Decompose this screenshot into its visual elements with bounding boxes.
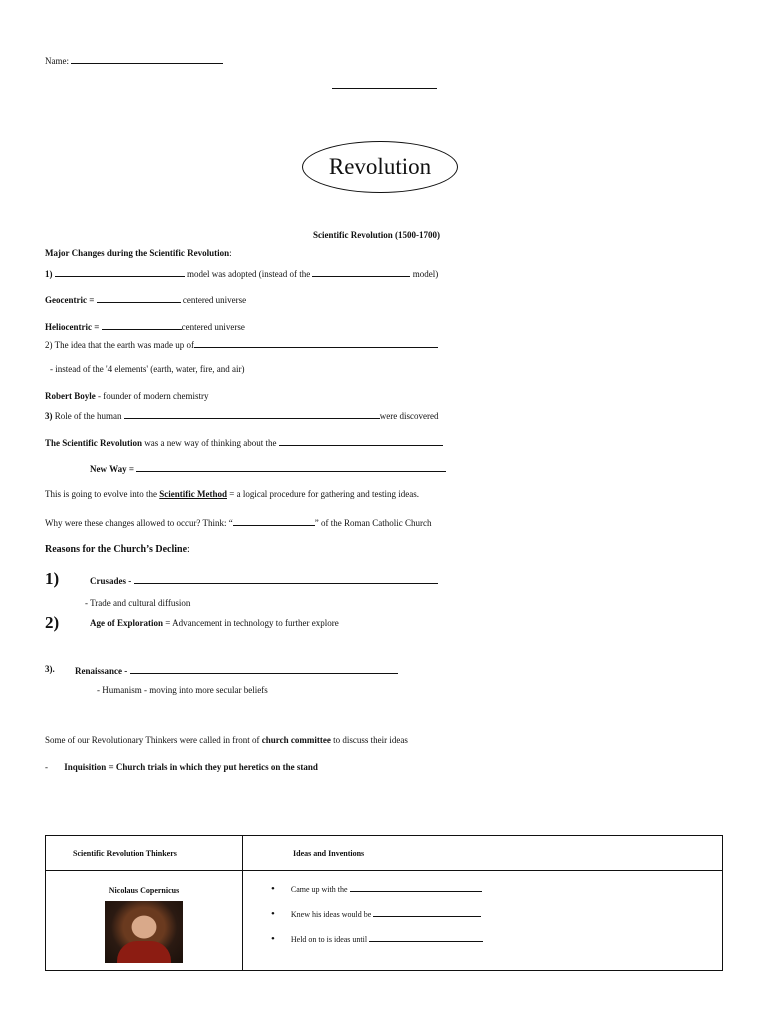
newway-blank[interactable] [136,462,446,472]
method-line: This is going to evolve into the Scientific Method = a logical procedure for gathering and testing ideas. [45,489,420,499]
decline-num-3: 3). [45,664,55,674]
exploration-line: Age of Exploration = Advancement in technology to further explore [90,618,339,628]
page-subtitle: Scientific Revolution (1500-1700) [313,230,440,240]
heliocentric-line: Heliocentric = centered universe [45,322,245,332]
item1-blank-b[interactable] [312,267,410,277]
geocentric-line: Geocentric = centered universe [45,295,247,305]
item3-line: 3) Role of the human were discovered [45,411,439,421]
thinker-cell [46,871,243,971]
title-oval [302,141,458,193]
bullet-icon: • [271,933,275,945]
idea-blank-2[interactable] [373,908,481,917]
sr-line: The Scientific Revolution was a new way of thinking about the [45,436,443,448]
item3-blank[interactable] [124,409,380,419]
crusades-line: Crusades - [90,574,438,586]
inquisition-line: - Inquisition = Church trials in which they put heretics on the stand [45,762,318,772]
decline-heading: Reasons for the Church’s Decline: [45,544,190,555]
copernicus-portrait [105,901,183,963]
committee-line: Some of our Revolutionary Thinkers were called in front of church committee to discuss their ideas [45,735,408,745]
renaissance-blank[interactable] [130,664,398,674]
name-line [45,54,223,66]
newway-line: New Way = [90,462,446,474]
major-heading: Major Changes during the Scientific Revolution: [45,248,232,258]
renaissance-sub: - Humanism - moving into more secular beliefs [97,685,268,695]
why-line: Why were these changes allowed to occur? Think: “ ” of the Roman Catholic Church [45,518,432,528]
idea-item: • Held on to is ideas until [271,933,483,945]
col-ideas-header: Ideas and Inventions [243,836,723,871]
thinkers-table [45,835,723,971]
item2-blank[interactable] [194,338,438,348]
decline-num-1: 1) [45,569,60,588]
sr-blank[interactable] [279,436,443,446]
item1-line: 1) model was adopted (instead of the model) [45,269,439,279]
item1-blank-a[interactable] [55,267,185,277]
why-blank[interactable] [233,516,315,526]
boyle-line: Robert Boyle - founder of modern chemistry [45,391,209,401]
item2-line: 2) The idea that the earth was made up of [45,338,438,350]
crusades-blank[interactable] [134,574,438,584]
table-row [46,871,723,971]
item2-sub: - instead of the '4 elements' (earth, water, fire, and air) [50,364,245,374]
table-header-row [46,836,723,871]
scientific-method-term: Scientific Method [159,489,227,499]
top-blank-line[interactable] [332,88,437,89]
ideas-cell [243,871,723,971]
name-label: Name: [45,56,69,66]
page-title: Revolution [328,154,432,179]
heliocentric-blank[interactable] [102,320,182,330]
renaissance-line: Renaissance - [75,664,398,676]
idea-item: • Came up with the [271,883,482,895]
idea-item: • Knew his ideas would be [271,908,481,920]
name-blank[interactable] [71,54,223,64]
col-thinkers-header: Scientific Revolution Thinkers [46,836,243,871]
bullet-icon: • [271,883,275,895]
thinker-name: Nicolaus Copernicus [108,886,180,895]
crusades-sub: - Trade and cultural diffusion [85,598,191,608]
bullet-icon: • [271,908,275,920]
idea-blank-3[interactable] [369,933,483,942]
decline-num-2: 2) [45,613,60,632]
idea-blank-1[interactable] [350,883,482,892]
geocentric-blank[interactable] [97,293,181,303]
